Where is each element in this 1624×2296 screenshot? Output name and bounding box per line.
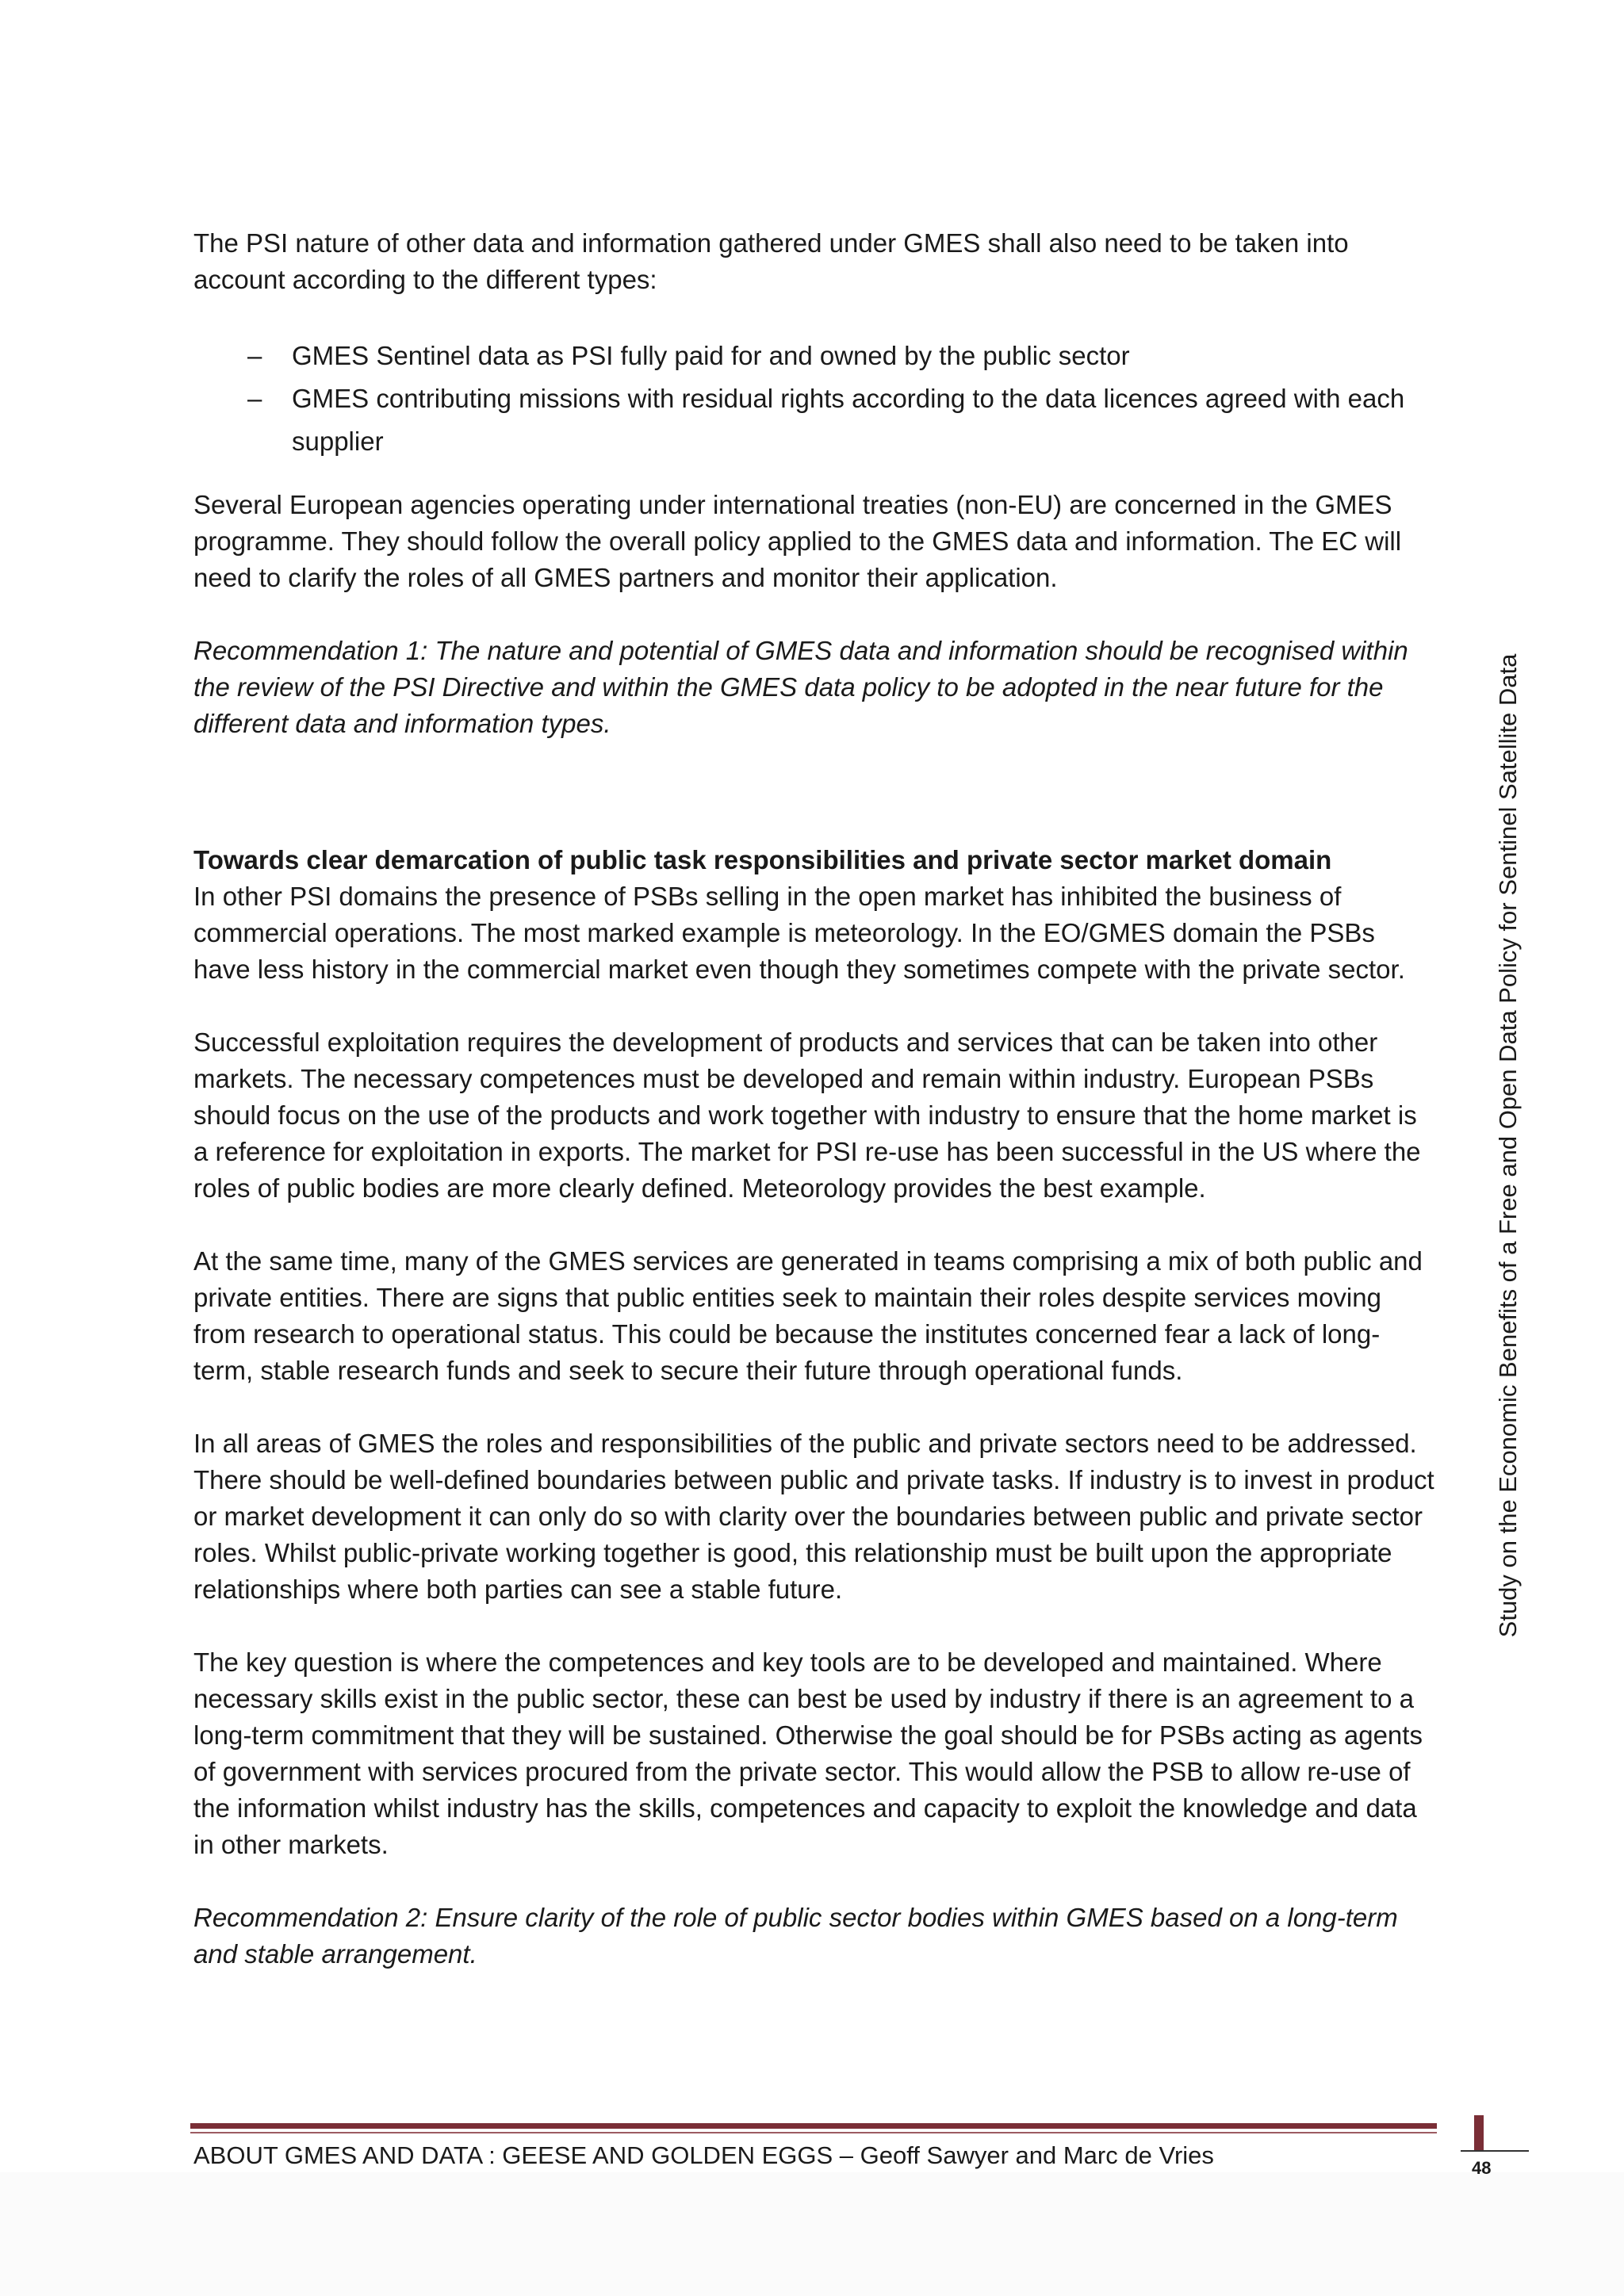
footer-rule-thin [190,2132,1437,2133]
list-item [193,377,1438,463]
bullet-list [193,335,1438,463]
key-question-paragraph: The key question is where the competences and key tools are to be developed and maintained. Where necessary skills exist in the public sector, these can best be used by industry if there is an agreement to a long-term commitment that they will be sustained. Otherwise the goal should be for PSBs acting as agents of government with services procured from the private sector. This would allow the PSB to allow re-use of the information whilst industry has the skills, competences and capacity to exploit the knowledge and data in other markets. [193,1647,1423,1859]
recommendation-2: Recommendation 2: Ensure clarity of the role of public sector bodies within GMES based on a long-term and stable arrangement. [193,1903,1398,1969]
page-marker-bar [1474,2115,1484,2150]
list-item-text: GMES Sentinel data as PSI fully paid for and owned by the public sector [292,341,1130,370]
section-spacer [193,779,1438,842]
intro-paragraph: The PSI nature of other data and information gathered under GMES shall also need to be taken into account according to the different types: [193,228,1349,294]
domains-paragraph: In other PSI domains the presence of PSBs selling in the open market has inhibited the business of commercial operations. The most marked example is meteorology. In the EO/GMES domain the PSBs have less history in the commercial market even though they sometimes compete with the private sector. [193,882,1405,984]
page-marker-line [1461,2150,1529,2152]
sidebar-title-text: Study on the Economic Benefits of a Free and Open Data Policy for Sentinel Satellite Data [1494,653,1522,1638]
footer-rule [190,2123,1437,2129]
page-number: 48 [1472,2158,1492,2178]
teams-paragraph: At the same time, many of the GMES services are generated in teams comprising a mix of both public and private entities. There are signs that public entities seek to maintain their roles despite services moving from research to operational status. This could be because the institutes concerned fear a lack of long-term, stable research funds and seek to secure their future through operational funds. [193,1246,1423,1385]
body-text [193,225,1438,1973]
section-heading: Towards clear demarcation of public task responsibilities and private sector market domain [193,845,1332,874]
recommendation-1: Recommendation 1: The nature and potential of GMES data and information should be recognised within the review of the PSI Directive and within the GMES data policy to be adopted in the near future for the different data and information types. [193,636,1408,738]
footer-background [0,2172,1624,2296]
exploitation-paragraph: Successful exploitation requires the development of products and services that can be taken into other markets. The necessary competences must be developed and remain within industry. European PSBs should focus on the use of the products and work together with industry to ensure that the home market is a reference for exploitation in exports. The market for PSI re-use has been successful in the US where the roles of public bodies are more clearly defined. Meteorology provides the best example. [193,1027,1421,1203]
dash-bullet-icon: – [247,384,262,413]
roles-paragraph: In all areas of GMES the roles and responsibilities of the public and private sectors need to be addressed. There should be well-defined boundaries between public and private tasks. If industry is to invest in product or market development it can only do so with clarity over the boundaries between public and private sector roles. Whilst public-private working together is good, this relationship must be built upon the appropriate relationships where both parties can see a stable future. [193,1429,1434,1604]
dash-bullet-icon: – [247,341,262,370]
page-marker-icon [1461,2115,1529,2155]
list-item-text: GMES contributing missions with residual rights according to the data licences agreed with each supplier [292,384,1405,456]
agencies-paragraph: Several European agencies operating under international treaties (non-EU) are concerned in the GMES programme. They should follow the overall policy applied to the GMES data and information. The EC will need to clarify the roles of all GMES partners and monitor their application. [193,490,1402,592]
footer-text: ABOUT GMES AND DATA : GEESE AND GOLDEN EGGS – Geoff Sawyer and Marc de Vries [193,2141,1214,2169]
list-item [193,335,1438,377]
